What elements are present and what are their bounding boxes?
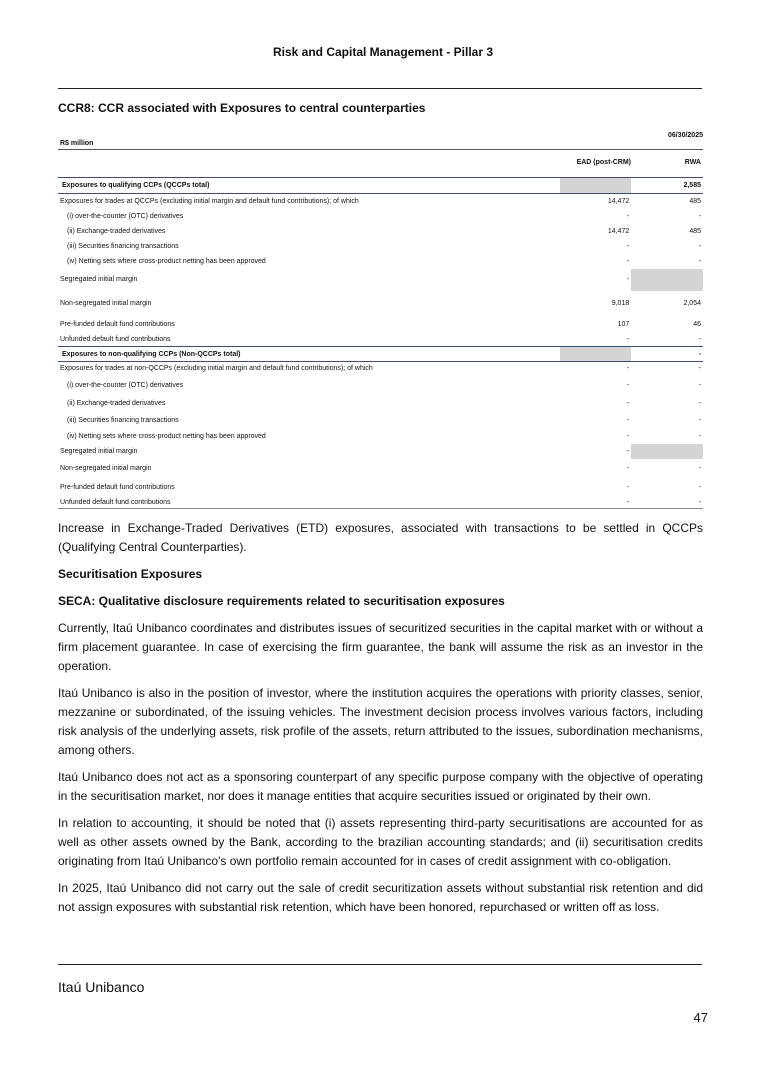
row-rwa: - bbox=[698, 365, 701, 373]
paragraph: Itaú Unibanco does not act as a sponsoring counterpart of any specific purpose company with the objective of operating in the securitisation market, nor does it manage entities that acquire securities issued or originated by their own. bbox=[58, 770, 703, 803]
table-row bbox=[58, 347, 703, 362]
table-unit: R$ million bbox=[60, 140, 94, 147]
table-row bbox=[58, 269, 703, 291]
row-ead: - bbox=[626, 276, 630, 283]
table-row bbox=[58, 224, 703, 239]
row-rwa: - bbox=[698, 484, 701, 491]
row-label: Non-segregated initial margin bbox=[60, 465, 152, 472]
sub-heading: SECA: Qualitative disclosure requirements related to securitisation exposures bbox=[58, 594, 505, 608]
paragraph: In 2025, Itaú Unibanco did not carry out the sale of credit securitization assets without substantial risk retention and did not assign exposures with substantial risk retention, which have been honored, repurchased or written off as loss. bbox=[58, 881, 703, 914]
table-row bbox=[58, 178, 703, 194]
row-ead: - bbox=[626, 465, 630, 472]
row-ead bbox=[560, 178, 632, 194]
row-label: Exposures to qualifying CCPs (QCCPs total) bbox=[58, 178, 560, 194]
table-row bbox=[58, 479, 703, 497]
row-rwa: - bbox=[698, 257, 701, 265]
row-label: Exposures to non-qualifying CCPs (Non-QCCPs total) bbox=[58, 347, 560, 362]
row-ead bbox=[560, 347, 632, 362]
row-rwa: 2,054 bbox=[683, 299, 701, 307]
row-ead: - bbox=[560, 497, 632, 509]
row-ead: - bbox=[626, 432, 630, 440]
row-rwa: 46 bbox=[693, 321, 701, 328]
row-rwa: - bbox=[698, 336, 701, 344]
row-label: (iv) Netting sets where cross-product netting has been approved bbox=[67, 432, 266, 440]
row-label: (iii) Securities financing transactions bbox=[67, 416, 179, 424]
row-ead: - bbox=[626, 416, 630, 424]
table-row bbox=[58, 459, 703, 479]
row-label: (iii) Securities financing transactions bbox=[67, 242, 179, 250]
row-label: (ii) Exchange-traded derivatives bbox=[67, 227, 166, 235]
table-row bbox=[58, 376, 703, 395]
table-date: 06/30/2025 bbox=[667, 132, 703, 139]
row-ead: 9,018 bbox=[611, 299, 630, 307]
table-row bbox=[58, 316, 703, 334]
row-label: Non-segregated initial margin bbox=[60, 299, 152, 307]
row-rwa: - bbox=[698, 242, 701, 250]
row-ead: - bbox=[626, 365, 630, 373]
row-label: (i) over-the-counter (OTC) derivatives bbox=[67, 212, 184, 220]
footer-divider bbox=[58, 964, 702, 965]
header-divider bbox=[58, 88, 702, 89]
row-rwa: - bbox=[698, 212, 701, 220]
table-title: CCR8: CCR associated with Exposures to central counterparties bbox=[58, 101, 426, 115]
row-rwa: - bbox=[698, 465, 701, 472]
intro-paragraph: Increase in Exchange-Traded Derivatives (ETD) exposures, associated with transactions to be settled in QCCPs (Qualifying Central Counterparties). bbox=[58, 521, 703, 554]
page-number: 47 bbox=[693, 1010, 708, 1025]
table-row bbox=[58, 444, 703, 459]
table-row bbox=[58, 291, 703, 316]
row-label: Pre-funded default fund contributions bbox=[60, 321, 175, 328]
row-rwa: - bbox=[698, 432, 701, 440]
row-ead: - bbox=[626, 447, 630, 455]
row-rwa: 485 bbox=[689, 197, 701, 205]
row-ead: 14,472 bbox=[607, 197, 630, 205]
ccr8-table bbox=[58, 177, 703, 509]
row-ead: 14,472 bbox=[607, 227, 630, 235]
table-row bbox=[58, 209, 703, 224]
table-row bbox=[58, 194, 703, 209]
column-header-ead: EAD (post-CRM) bbox=[576, 159, 631, 166]
row-rwa: - bbox=[698, 416, 701, 424]
paragraph: In relation to accounting, it should be noted that (i) assets representing third-party securitisations are accounted for as well as other assets owned by the Bank, according to the brazilian accounting standards; and (ii) securitisation credits originating from Itaú Unibanco's own portfolio remain accounted for in cases of credit assignment with co-obligation. bbox=[58, 816, 703, 868]
table-row bbox=[58, 412, 703, 429]
row-rwa: 485 bbox=[689, 227, 701, 235]
row-label: Pre-funded default fund contributions bbox=[60, 484, 175, 491]
row-rwa bbox=[631, 444, 703, 459]
table-row bbox=[58, 429, 703, 444]
row-ead: - bbox=[626, 381, 630, 389]
row-label: (ii) Exchange-traded derivatives bbox=[67, 399, 166, 407]
table-row bbox=[58, 254, 703, 269]
row-ead: - bbox=[626, 242, 630, 250]
row-label: Exposures for trades at non-QCCPs (excluding initial margin and default fund contributions); of which bbox=[60, 365, 373, 373]
table-row bbox=[58, 239, 703, 254]
row-label: Segregated initial margin bbox=[60, 447, 138, 455]
table-row bbox=[58, 362, 703, 376]
row-ead: 107 bbox=[617, 321, 630, 328]
row-rwa: - bbox=[631, 497, 703, 509]
row-rwa bbox=[631, 269, 703, 291]
table-row bbox=[58, 395, 703, 412]
row-ead: - bbox=[626, 484, 630, 491]
column-header-rwa: RWA bbox=[684, 159, 701, 166]
table-row bbox=[58, 497, 703, 509]
row-label: Exposures for trades at QCCPs (excluding initial margin and default fund contributions); of which bbox=[60, 197, 359, 205]
row-label: (iv) Netting sets where cross-product netting has been approved bbox=[67, 257, 266, 265]
section-heading: Securitisation Exposures bbox=[58, 567, 203, 581]
row-ead: - bbox=[626, 212, 630, 220]
footer-brand: Itaú Unibanco bbox=[58, 979, 145, 995]
row-label: Unfunded default fund contributions bbox=[58, 497, 560, 509]
row-ead: - bbox=[626, 336, 630, 344]
row-rwa: 2,585 bbox=[631, 178, 703, 194]
paragraph: Currently, Itaú Unibanco coordinates and distributes issues of securitized securities in the capital market with or without a firm placement guarantee. In case of exercising the firm guarantee, the bank will assume the risk as an investor in the operation. bbox=[58, 621, 703, 673]
row-rwa: - bbox=[698, 399, 701, 407]
table-unit-divider bbox=[58, 149, 703, 150]
paragraph: Itaú Unibanco is also in the position of investor, where the institution acquires the operations with priority classes, senior, mezzanine or subordinated, of the issuing vehicles. The investment decision process involves various factors, including risk analysis of the underlying assets, risk profile of the assets, return attributed to the issues, subordination mechanisms, among others. bbox=[58, 686, 703, 757]
row-rwa: - bbox=[631, 347, 703, 362]
row-label: Segregated initial margin bbox=[60, 276, 138, 283]
row-label: Unfunded default fund contributions bbox=[60, 336, 171, 344]
row-rwa: - bbox=[698, 381, 701, 389]
row-ead: - bbox=[626, 257, 630, 265]
table-row bbox=[58, 334, 703, 347]
body-text bbox=[58, 519, 703, 925]
row-ead: - bbox=[626, 399, 630, 407]
row-label: (i) over-the-counter (OTC) derivatives bbox=[67, 381, 184, 389]
page-header-title: Risk and Capital Management - Pillar 3 bbox=[272, 45, 494, 59]
